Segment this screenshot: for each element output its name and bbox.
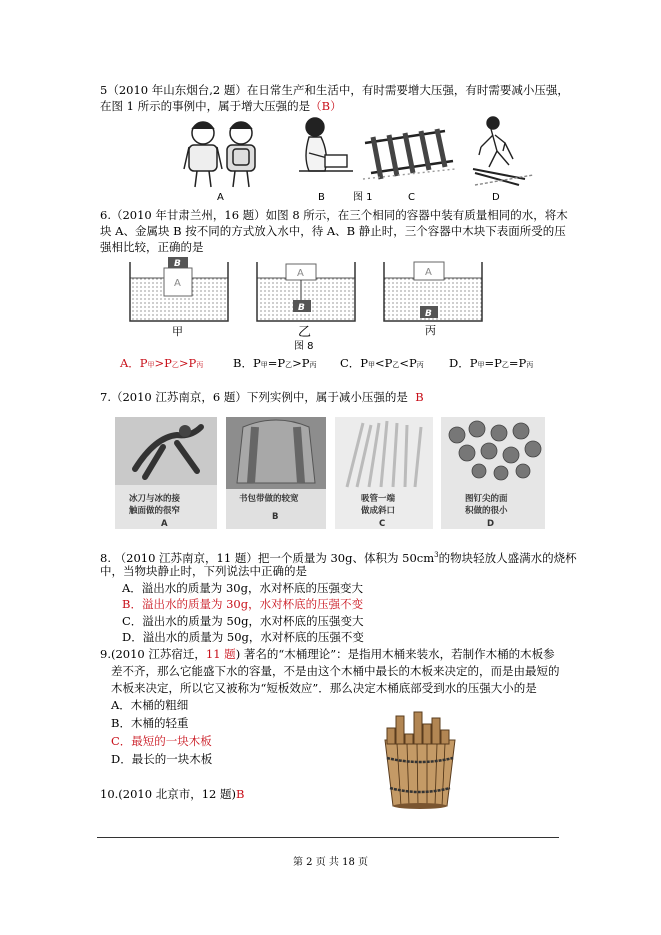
container-label-jia: 甲 <box>172 325 183 338</box>
q6-b-s1: 甲 <box>260 361 268 369</box>
q8-sup: 3 <box>434 551 439 559</box>
q10-answer: B <box>235 787 245 801</box>
container-jia <box>130 257 228 321</box>
q7-a-caption-1: 冰刀与冰的接 <box>129 494 181 504</box>
fig1-image-b <box>299 118 353 171</box>
fig1-label-c: C <box>408 192 415 203</box>
q6-c-m1: <P <box>375 356 393 370</box>
fig1-image-c <box>363 129 455 179</box>
container-label-yi: 乙 <box>298 325 312 340</box>
q9-line2: 差不齐，那么它能盛下水的容量，不是由这个木桶中最长的木板来决定的，而是由最短的 <box>111 664 560 678</box>
q9-option-b: B．木桶的轻重 <box>111 716 189 730</box>
q8-option-d: D．溢出水的质量为 50g，水对杯底的压强不变 <box>122 630 364 644</box>
q8-option-c: C．溢出水的质量为 50g，水对杯底的压强变大 <box>122 614 364 628</box>
q7-d-caption-2: 积做的很小 <box>465 506 508 516</box>
fig1-caption: 图 1 <box>353 192 373 203</box>
container-label-bing: 丙 <box>425 324 436 337</box>
q5-line1: 5（2010 年山东烟台,2 题）在日常生产和生活中，有时需要增大压强，有时需要减小压强， <box>100 83 569 97</box>
q6-option-c <box>340 355 424 373</box>
q7-c-caption-2: 做成斜口 <box>361 506 396 516</box>
q7-answer: B <box>415 390 424 404</box>
q8-line1-post: 的物块轻放人盛满水的烧杯 <box>438 550 577 565</box>
q7-a-caption-2: 触面做的很窄 <box>129 506 181 516</box>
q8-line2: 中，当物块静止时，下列说法中正确的是 <box>100 564 307 578</box>
page-number-footer: 第 2 页 共 18 页 <box>293 857 368 868</box>
q9-option-c: C．最短的一块木板 <box>111 734 212 748</box>
fig8-caption: 图 8 <box>294 341 314 350</box>
q5-line2-text: 在图 1 所示的事例中，属于增大压强的是 <box>100 99 311 113</box>
q8-option-b: B．溢出水的质量为 30g，水对杯底的压强不变 <box>122 597 364 611</box>
q7-b-caption-1: 书包带做的较宽 <box>239 494 299 504</box>
figure-8 <box>120 254 485 350</box>
q6-c-s2: 乙 <box>392 361 400 369</box>
yi-block-a-label: A <box>297 268 304 279</box>
q8-option-a: A．溢出水的质量为 30g，水对杯底的压强变大 <box>122 581 363 595</box>
container-yi <box>257 262 355 321</box>
q6-d-m1: =P <box>484 356 502 370</box>
q7-c-label: C <box>379 519 386 529</box>
q5-answer: （B） <box>310 99 342 113</box>
q6-b-s3: 丙 <box>309 361 317 369</box>
q6-a-s1: 甲 <box>147 361 155 369</box>
q6-a-m1: >P <box>154 356 172 370</box>
q7-line1 <box>100 389 424 405</box>
yi-block-b-label: B <box>298 303 305 313</box>
q10-line <box>100 786 244 802</box>
fig1-label-d: D <box>492 192 500 203</box>
fig1-label-b: B <box>318 192 325 203</box>
q6-a-s2: 乙 <box>171 361 179 369</box>
figure-1 <box>175 113 545 205</box>
q9-line1-red: 11 题 <box>205 647 236 661</box>
fig1-image-a <box>184 122 255 187</box>
footer-divider <box>97 837 559 838</box>
q9-line1-post: ) 著名的“木桶理论”：是指用木桶来装水，若制作木桶的木板参 <box>235 647 555 661</box>
q7-photo-a <box>115 417 217 529</box>
q6-b-m2: >P <box>292 356 310 370</box>
jia-block-a-label: A <box>174 278 181 289</box>
q6-a-m2: >P <box>178 356 197 370</box>
q5-line2 <box>100 98 342 114</box>
wooden-bucket-image <box>375 710 465 810</box>
q7-line1-text: 7.（2010 江苏南京，6 题）下列实例中，属于减小压强的是 <box>100 390 408 404</box>
q6-b-prefix: B．P <box>233 356 261 370</box>
q6-d-s3: 丙 <box>526 361 534 369</box>
q6-c-s3: 丙 <box>416 361 424 369</box>
q7-photo-b <box>226 417 326 529</box>
q7-b-label: B <box>272 512 279 522</box>
q6-b-s2: 乙 <box>285 361 293 369</box>
q9-line3: 木板来决定，所以它又被称为“短板效应”．那么决定木桶底部受到水的压强大小的是 <box>111 681 537 695</box>
q6-option-b <box>233 355 316 373</box>
q7-photo-c <box>335 417 433 529</box>
q6-a-s3: 丙 <box>196 361 204 369</box>
q6-c-s1: 甲 <box>368 361 376 369</box>
q6-line1: 6.（2010 年甘肃兰州，16 题）如图 8 所示，在三个相同的容器中装有质量相同的水，将木 <box>100 208 568 222</box>
q7-d-caption-1: 图钉尖的面 <box>465 494 508 504</box>
q6-d-s1: 甲 <box>477 361 485 369</box>
jia-block-b-label: B <box>174 259 181 269</box>
q6-d-s2: 乙 <box>501 361 509 369</box>
q7-photo-d <box>441 417 545 529</box>
q6-a-prefix: A．P <box>120 356 148 370</box>
q6-d-m2: =P <box>508 356 527 370</box>
q10-text: 10.(2010 北京市，12 题) <box>100 787 236 801</box>
q7-c-caption-1: 吸管一端 <box>361 494 396 504</box>
q7-photos <box>115 417 545 532</box>
q6-b-m1: =P <box>267 356 286 370</box>
container-bing <box>384 262 482 321</box>
q6-option-a <box>120 355 203 373</box>
q8-line1-pre: 8. （2010 江苏南京，11 题）把一个质量为 30g、体积为 50cm <box>100 550 435 565</box>
q9-option-d: D．最长的一块木板 <box>111 752 213 766</box>
q6-c-m2: <P <box>399 356 417 370</box>
q7-d-label: D <box>487 519 495 529</box>
fig1-image-d <box>473 117 533 185</box>
q6-d-prefix: D．P <box>449 356 478 370</box>
q9-option-a: A．木桶的粗细 <box>111 698 189 712</box>
fig1-label-a: A <box>217 192 224 203</box>
q6-option-d <box>449 355 533 373</box>
q7-a-label: A <box>161 519 168 529</box>
q9-line1 <box>100 646 555 662</box>
bing-block-b-label: B <box>425 309 432 319</box>
bing-block-a-label: A <box>425 267 432 278</box>
q6-c-prefix: C．P <box>340 356 369 370</box>
q6-line2: 块 A、金属块 B 按不同的方式放入水中，待 A、B 静止时，三个容器中木块下表面所受的压 <box>100 224 566 238</box>
q9-line1-pre: 9.(2010 江苏宿迁， <box>100 647 206 661</box>
q6-line3: 强相比较，正确的是 <box>100 240 204 254</box>
